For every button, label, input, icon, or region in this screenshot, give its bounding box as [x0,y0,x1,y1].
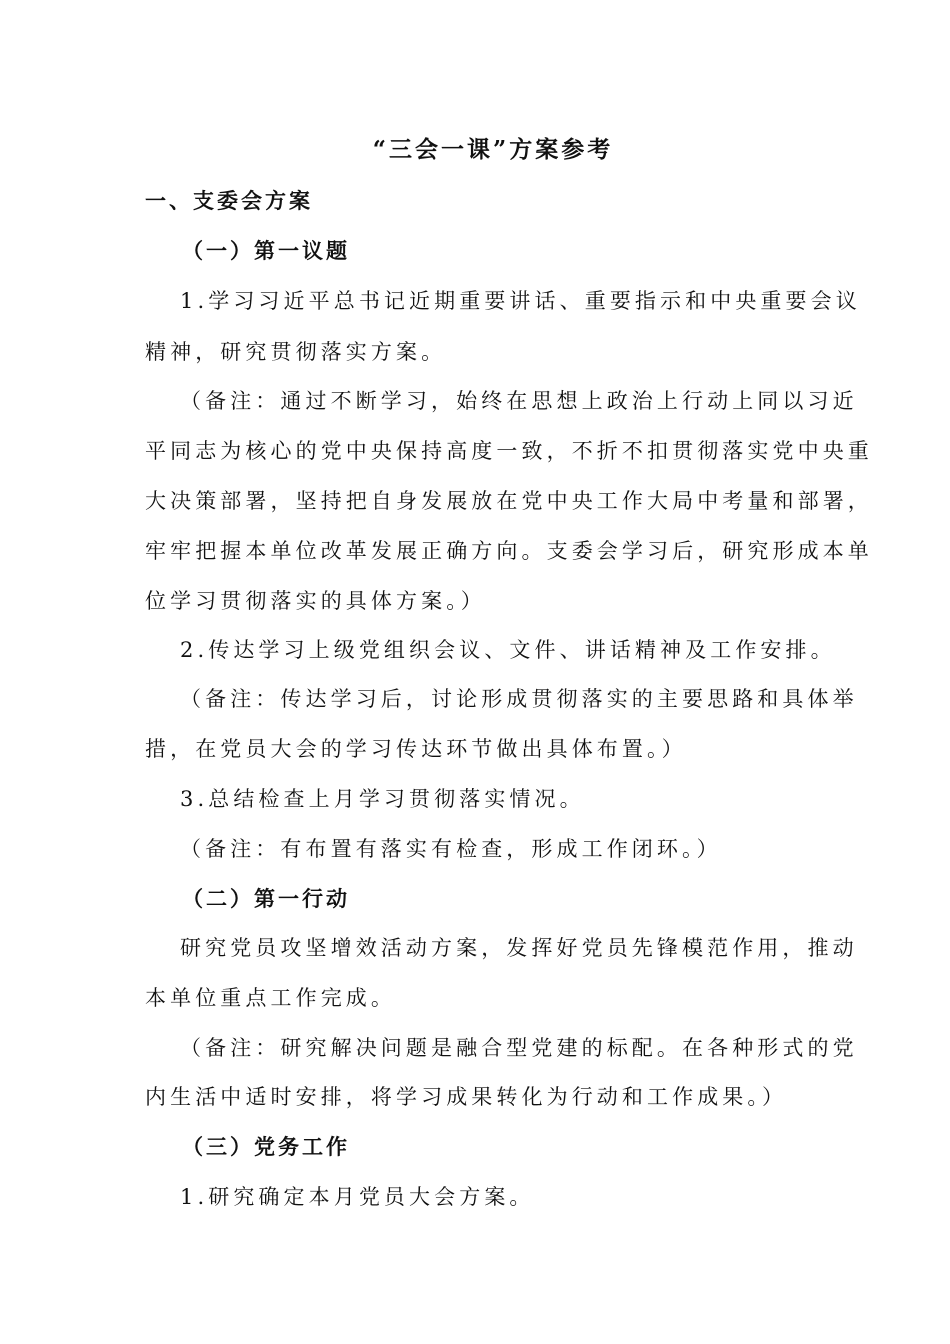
item-1-line-2: 精神，研究贯彻落实方案。 [145,340,447,364]
note-3: （备注：有布置有落实有检查，形成工作闭环。） [180,837,722,861]
note-2-line-1: （备注：传达学习后，讨论形成贯彻落实的主要思路和具体举 [180,687,858,711]
item-2: 2.传达学习上级党组织会议、文件、讲话精神及工作安排。 [180,638,836,662]
note-1-line-2: 平同志为核心的党中央保持高度一致，不折不扣贯彻落实党中央重 [145,439,873,463]
subheading-first-topic: （一）第一议题 [182,239,350,263]
subheading-party-affairs: （三）党务工作 [182,1135,350,1159]
item-3: 3.总结检查上月学习贯彻落实情况。 [180,787,585,811]
subheading-first-action: （二）第一行动 [182,887,350,911]
note-1-line-4: 牢牢把握本单位改革发展正确方向。支委会学习后，研究形成本单 [145,539,873,563]
note-4-line-2: 内生活中适时安排，将学习成果转化为行动和工作成果。） [145,1085,788,1109]
note-2-line-2: 措，在党员大会的学习传达环节做出具体布置。） [145,737,687,761]
section-heading-1: 一、支委会方案 [145,189,313,213]
item-1-line-1: 1.学习习近平总书记近期重要讲话、重要指示和中央重要会议 [180,289,861,313]
task-1: 1.研究确定本月党员大会方案。 [180,1185,535,1209]
note-1-line-5: 位学习贯彻落实的具体方案。） [145,589,486,613]
note-1-line-3: 大决策部署，坚持把自身发展放在党中央工作大局中考量和部署， [145,489,873,513]
note-1-line-1: （备注：通过不断学习，始终在思想上政治上行动上同以习近 [180,389,858,413]
action-line-1: 研究党员攻坚增效活动方案，发挥好党员先锋模范作用，推动 [180,936,858,960]
action-line-2: 本单位重点工作完成。 [145,986,396,1010]
document-title: “三会一课”方案参考 [372,136,614,163]
note-4-line-1: （备注：研究解决问题是融合型党建的标配。在各种形式的党 [180,1036,858,1060]
